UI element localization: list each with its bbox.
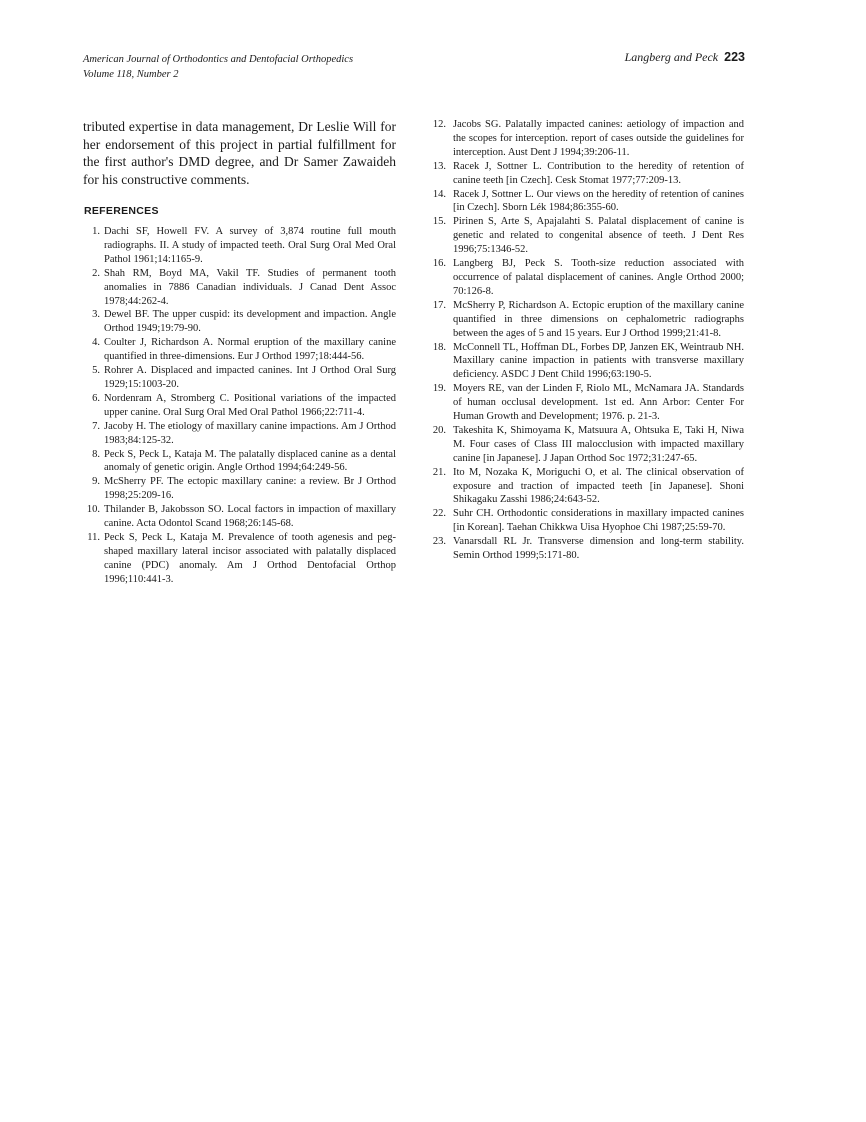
reference-text: Jacobs SG. Palatally impacted canines: aetiology of impaction and the scopes for interception. report of cases outside the guidelines for interception. Aust Dent J 1994;39:206-11. bbox=[453, 119, 744, 158]
reference-text: Dewel BF. The upper cuspid: its development and impaction. Angle Orthod 1949;19:79-90. bbox=[104, 309, 396, 335]
left-column bbox=[83, 118, 396, 587]
reference-number: 3. bbox=[92, 309, 100, 321]
reference-item bbox=[83, 308, 396, 336]
reference-item bbox=[83, 267, 396, 309]
reference-item bbox=[83, 531, 396, 587]
reference-text: Dachi SF, Howell FV. A survey of 3,874 routine full mouth radiographs. II. A study of impacted teeth. Oral Surg Oral Med Oral Pathol 1961;14:1165-9. bbox=[104, 226, 396, 265]
reference-text: Moyers RE, van der Linden F, Riolo ML, McNamara JA. Standards of human occlusal development. 1st ed. Ann Arbor: Center For Human Growth and Development; 1976. p. 21-3. bbox=[453, 383, 744, 423]
reference-text: Peck S, Peck L, Kataja M. The palatally displaced canine as a dental anomaly of genetic origin. Angle Orthod 1994;64:249-56. bbox=[104, 448, 396, 474]
reference-item bbox=[428, 466, 744, 508]
page-header-right bbox=[625, 50, 745, 65]
reference-item bbox=[428, 535, 744, 563]
reference-number: 8. bbox=[92, 448, 100, 460]
running-header bbox=[83, 53, 353, 82]
reference-text: Pirinen S, Arte S, Apajalahti S. Palatal displacement of canine is genetic and related to congenital absence of teeth. J Dent Res 1996;75:1346-52. bbox=[453, 216, 744, 256]
page-number: 223 bbox=[724, 50, 745, 64]
reference-item bbox=[428, 160, 744, 188]
author-running-title: Langberg and Peck bbox=[624, 50, 719, 64]
reference-number: 22. bbox=[432, 508, 446, 520]
reference-number: 10. bbox=[86, 504, 100, 516]
reference-number: 5. bbox=[92, 365, 100, 377]
reference-item bbox=[428, 118, 744, 160]
reference-number: 4. bbox=[92, 337, 100, 349]
reference-number: 14. bbox=[432, 188, 446, 200]
reference-item bbox=[428, 507, 744, 535]
reference-item bbox=[83, 420, 396, 448]
reference-number: 9. bbox=[92, 476, 100, 488]
references-heading: REFERENCES bbox=[84, 205, 159, 217]
reference-item bbox=[428, 215, 744, 257]
reference-number: 15. bbox=[432, 216, 446, 228]
reference-item bbox=[428, 188, 744, 216]
journal-title: American Journal of Orthodontics and Dentofacial Orthopedics bbox=[83, 54, 354, 65]
reference-number: 18. bbox=[432, 341, 446, 353]
reference-item bbox=[428, 299, 744, 341]
reference-number: 2. bbox=[92, 267, 100, 279]
reference-text: Coulter J, Richardson A. Normal eruption of the maxillary canine quantified in three-dimensions. Eur J Orthod 1997;18:444-56. bbox=[104, 337, 396, 363]
reference-number: 21. bbox=[432, 466, 446, 478]
reference-item bbox=[83, 336, 396, 364]
reference-text: Shah RM, Boyd MA, Vakil TF. Studies of permanent tooth anomalies in 7886 Canadian individuals. J Canad Dent Assoc 1978;44:262-4. bbox=[104, 267, 396, 307]
reference-list-right bbox=[428, 118, 744, 563]
reference-item bbox=[83, 503, 396, 531]
reference-item bbox=[83, 392, 396, 420]
reference-item bbox=[83, 364, 396, 392]
reference-item bbox=[428, 424, 744, 466]
reference-number: 1. bbox=[92, 226, 100, 237]
reference-item bbox=[83, 448, 396, 476]
reference-text: Thilander B, Jakobsson SO. Local factors in impaction of maxillary canine. Acta Odontol Scand 1968;26:145-68. bbox=[104, 504, 396, 530]
reference-item bbox=[428, 341, 744, 383]
reference-number: 16. bbox=[432, 258, 446, 270]
reference-text: Takeshita K, Shimoyama K, Matsuura A, Ohtsuka E, Taki H, Niwa M. Four cases of Class III malocclusion with impacted maxillary canine [in Japanese]. J Japan Orthod Soc 1972;31:247-65. bbox=[453, 424, 744, 464]
reference-text: Ito M, Nozaka K, Moriguchi O, et al. The clinical observation of exposure and traction of impacted teeth [in Japanese]. Shoni Shikagaku Zasshi 1986;24:643-52. bbox=[453, 466, 744, 506]
reference-number: 20. bbox=[432, 424, 446, 436]
reference-list-left bbox=[83, 225, 396, 587]
reference-number: 17. bbox=[432, 299, 446, 311]
reference-text: Suhr CH. Orthodontic considerations in maxillary impacted canines [in Korean]. Taehan Chikkwa Uisa Hyophoe Chi 1987;25:59-70. bbox=[453, 508, 744, 534]
right-column bbox=[428, 118, 744, 563]
reference-text: Rohrer A. Displaced and impacted canines. Int J Orthod Oral Surg 1929;15:1003-20. bbox=[104, 365, 396, 390]
reference-text: Langberg BJ, Peck S. Tooth-size reduction associated with occurrence of palatal displacement of canines. Angle Orthod 2000; 70:126-8. bbox=[453, 258, 744, 297]
reference-text: Nordenram A, Stromberg C. Positional variations of the impacted upper canine. Oral Surg Oral Med Oral Pathol 1966;22:711-4. bbox=[104, 392, 396, 418]
reference-text: Racek J, Sottner L. Our views on the heredity of retention of canines [in Czech]. Sborn Lék 1984;86:355-60. bbox=[453, 188, 744, 214]
journal-volume: Volume 118, Number 2 bbox=[83, 68, 179, 80]
reference-text: McConnell TL, Hoffman DL, Forbes DP, Janzen EK, Weintraub NH. Maxillary canine impaction in patients with transverse maxillary deficiency. ASDC J Dent Child 1996;63:190-5. bbox=[453, 341, 744, 381]
reference-item bbox=[83, 475, 396, 503]
reference-text: McSherry PF. The ectopic maxillary canine: a review. Br J Orthod 1998;25:209-16. bbox=[104, 476, 396, 502]
reference-text: McSherry P, Richardson A. Ectopic eruption of the maxillary canine quantified in three dimensions on cephalometric radiographs between the ages of 5 and 15 years. Eur J Orthod 1999;21:41-8. bbox=[453, 299, 744, 339]
reference-number: 12. bbox=[432, 119, 446, 130]
reference-item bbox=[428, 382, 744, 424]
reference-number: 13. bbox=[432, 160, 446, 172]
reference-number: 6. bbox=[92, 392, 100, 404]
acknowledgment-paragraph: tributed expertise in data management, Dr Leslie Will for her endorsement of this project in partial fulfillment for the first author's DMD degree, and Dr Samer Zawaideh for his constructive comments. bbox=[83, 119, 396, 187]
reference-text: Peck S, Peck L, Kataja M. Prevalence of tooth agenesis and peg-shaped maxillary lateral incisor associated with palatally displaced canine (PDC) anomaly. Am J Orthod Dentofacial Orthop 1996;110:441-3. bbox=[104, 531, 396, 585]
reference-number: 7. bbox=[92, 420, 100, 432]
reference-number: 19. bbox=[432, 383, 446, 395]
reference-item bbox=[428, 257, 744, 299]
reference-number: 11. bbox=[87, 531, 100, 543]
reference-text: Vanarsdall RL Jr. Transverse dimension and long-term stability. Semin Orthod 1999;5:171-80. bbox=[453, 536, 744, 562]
reference-text: Jacoby H. The etiology of maxillary canine impactions. Am J Orthod 1983;84:125-32. bbox=[104, 420, 396, 446]
reference-item bbox=[83, 225, 396, 267]
reference-number: 23. bbox=[432, 536, 446, 548]
reference-text: Racek J, Sottner L. Contribution to the heredity of retention of canine teeth [in Czech]. Cesk Stomat 1977;77:209-13. bbox=[453, 160, 744, 186]
